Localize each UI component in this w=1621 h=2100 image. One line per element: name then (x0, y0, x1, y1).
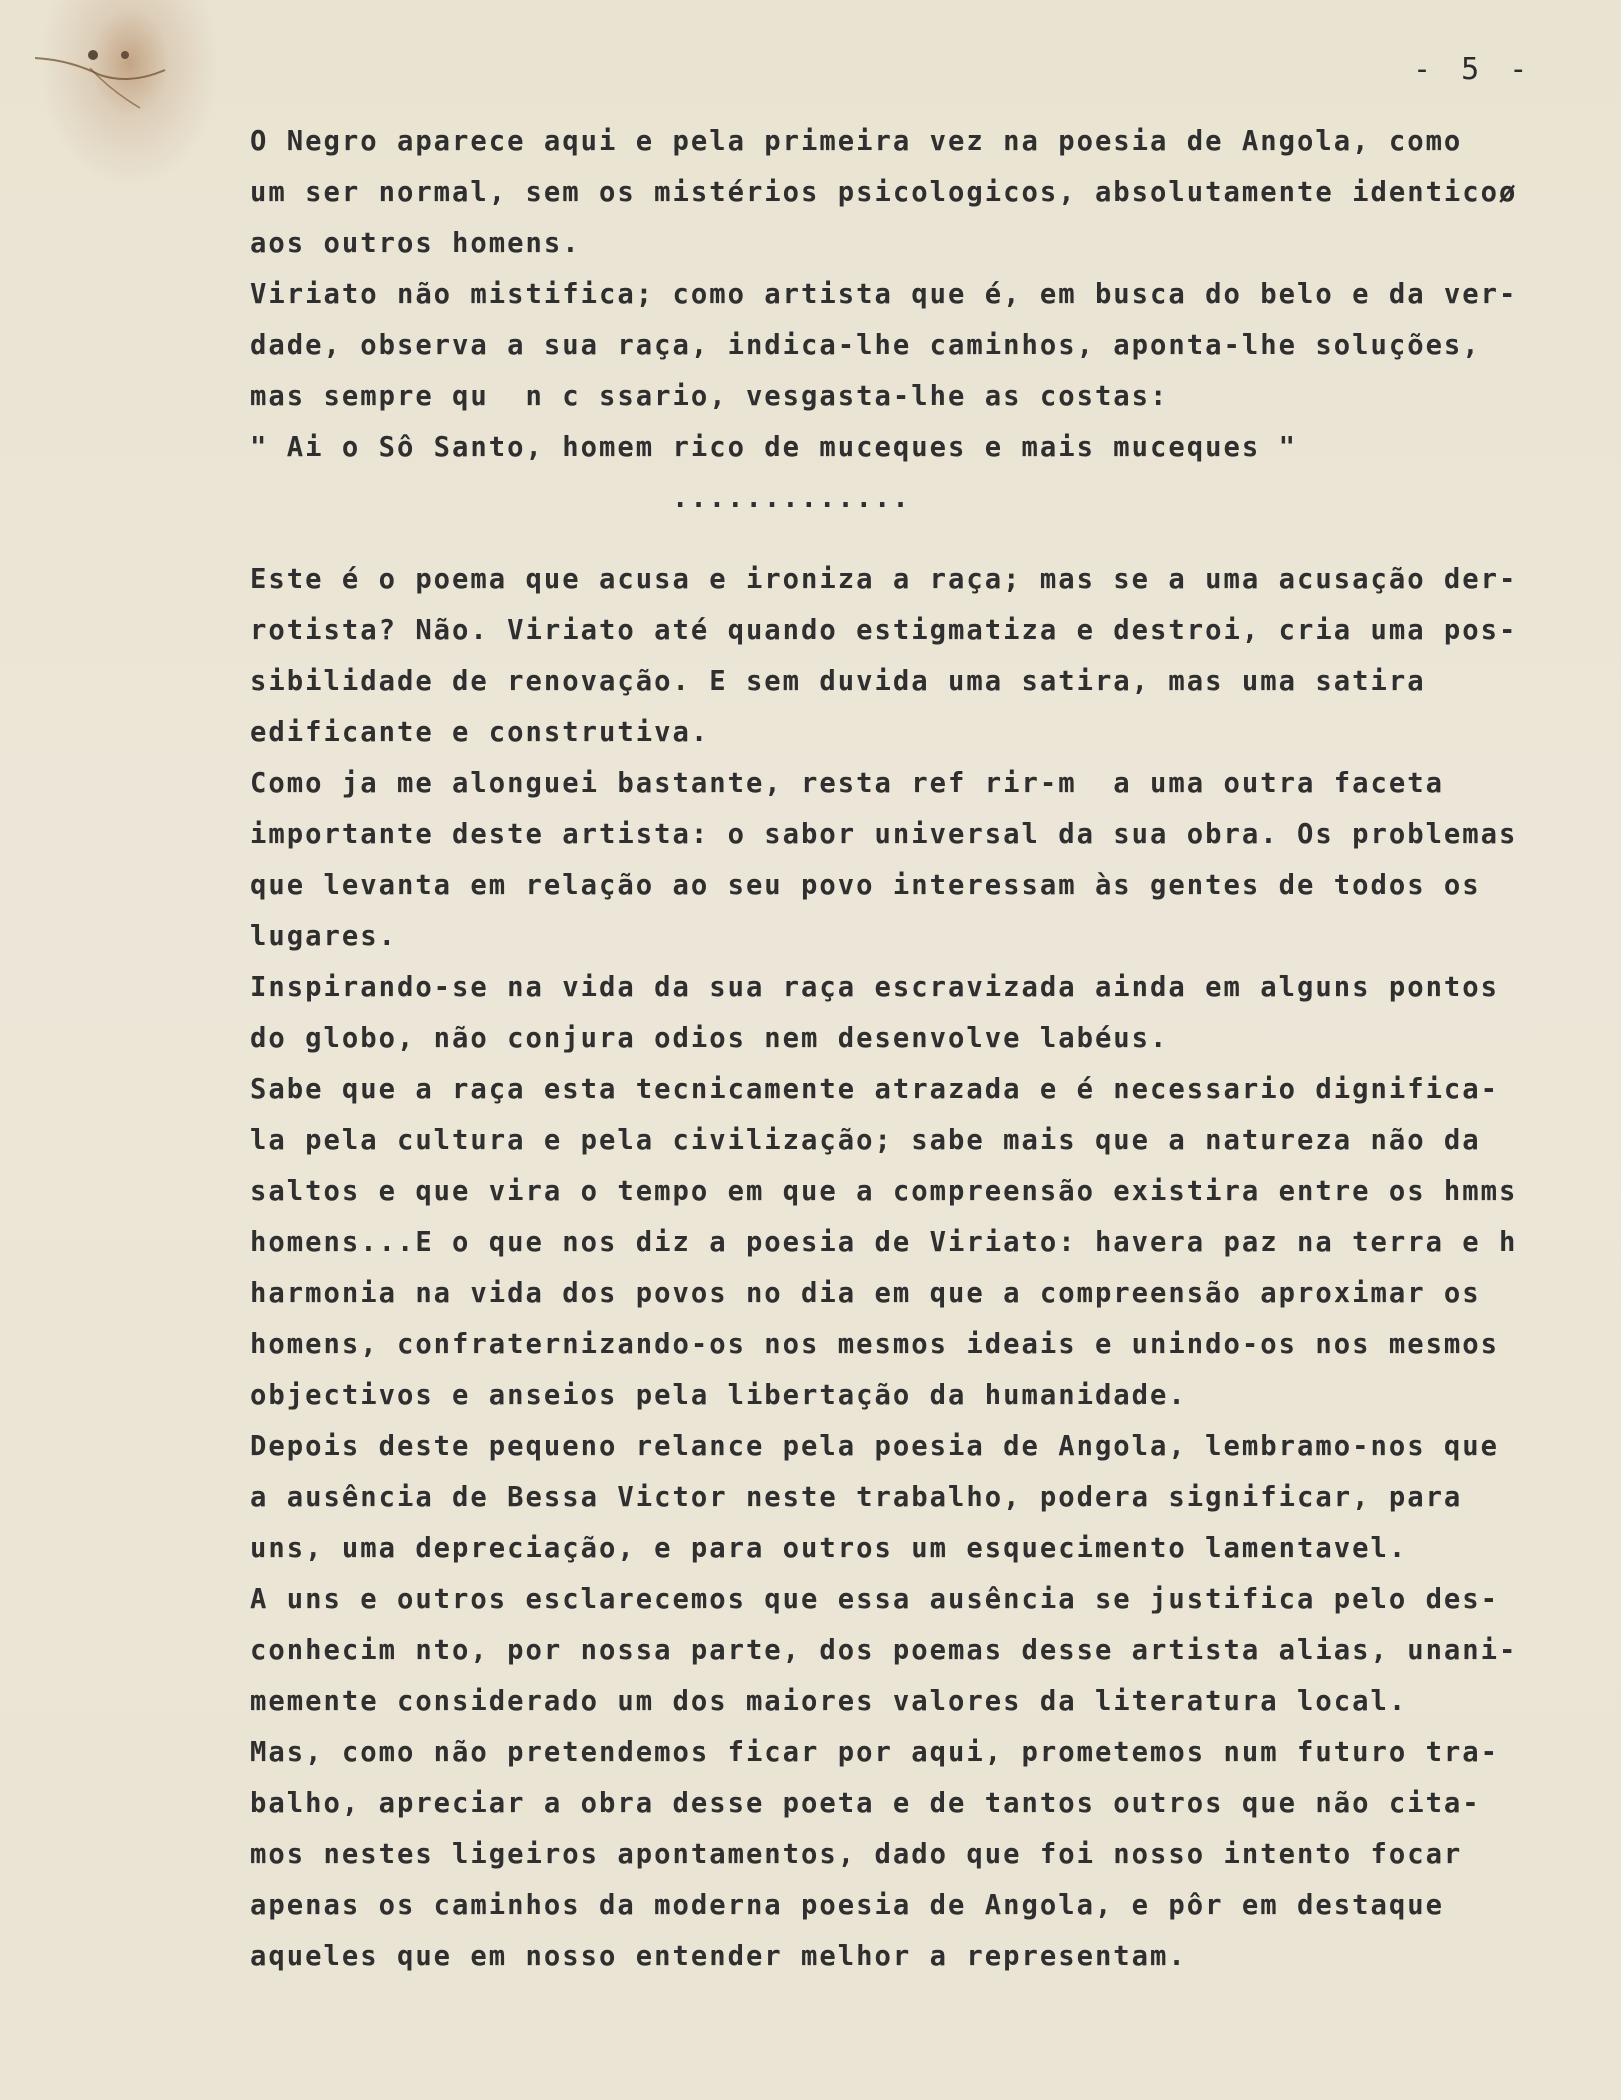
text-line: Como ja me alonguei bastante, resta ref rir-m a uma outra faceta (250, 768, 1444, 799)
text-line: homens...E o que nos diz a poesia de Viriato: havera paz na terra e h (250, 1227, 1518, 1258)
text-line: uns, uma depreciação, e para outros um esquecimento lamentavel. (250, 1533, 1408, 1564)
text-line: que levanta em relação ao seu povo interessam às gentes de todos os (250, 870, 1481, 901)
text-line: Sabe que a raça esta tecnicamente atrazada e é necessario dignifica- (250, 1074, 1500, 1105)
text-line: A uns e outros esclarecemos que essa ausência se justifica pelo des- (250, 1584, 1500, 1615)
text-line: edificante e construtiva. (250, 717, 710, 748)
text-line: homens, confraternizando-os nos mesmos ideais e unindo-os nos mesmos (250, 1329, 1500, 1360)
text-line: aos outros homens. (250, 228, 581, 259)
text-line: aqueles que em nosso entender melhor a representam. (250, 1941, 1187, 1972)
text-line: Depois deste pequeno relance pela poesia de Angola, lembramo-nos que (250, 1431, 1500, 1462)
body-text (250, 116, 1615, 1982)
text-line: memente considerado um dos maiores valores da literatura local. (250, 1686, 1408, 1717)
pin-hole-stain (30, 30, 170, 110)
text-line: Inspirando-se na vida da sua raça escravizada ainda em alguns pontos (250, 972, 1500, 1003)
quote-line: " Ai o Sô Santo, homem rico de muceques e mais muceques " (250, 432, 1297, 463)
text-line: mos nestes ligeiros apontamentos, dado que foi nosso intento focar (250, 1839, 1463, 1870)
page-number: - 5 - (1413, 52, 1534, 87)
text-line: balho, apreciar a obra desse poeta e de tantos outros que não cita- (250, 1788, 1481, 1819)
text-line: do globo, não conjura odios nem desenvolve labéus. (250, 1023, 1169, 1054)
text-line: objectivos e anseios pela libertação da humanidade. (250, 1380, 1187, 1411)
text-line: harmonia na vida dos povos no dia em que a compreensão aproximar os (250, 1278, 1481, 1309)
text-line: O Negro aparece aqui e pela primeira vez na poesia de Angola, como (250, 126, 1463, 157)
text-line: importante deste artista: o sabor universal da sua obra. Os problemas (250, 819, 1518, 850)
text-line: rotista? Não. Viriato até quando estigmatiza e destroi, cria uma pos- (250, 615, 1518, 646)
blank-gap (250, 524, 1615, 554)
text-line: conhecim nto, por nossa parte, dos poemas desse artista alias, unani- (250, 1635, 1518, 1666)
text-line: saltos e que vira o tempo em que a compreensão existira entre os hmms (250, 1176, 1518, 1207)
text-line: apenas os caminhos da moderna poesia de Angola, e pôr em destaque (250, 1890, 1444, 1921)
text-line: Viriato não mistifica; como artista que é, em busca do belo e da ver- (250, 279, 1518, 310)
text-line: um ser normal, sem os mistérios psicologicos, absolutamente identicoø (250, 177, 1518, 208)
text-line: la pela cultura e pela civilização; sabe mais que a natureza não da (250, 1125, 1481, 1156)
text-line: mas sempre qu n c ssario, vesgasta-lhe as costas: (250, 381, 1169, 412)
dotted-separator: ............. (672, 483, 911, 514)
text-line: a ausência de Bessa Victor neste trabalho, podera significar, para (250, 1482, 1463, 1513)
text-line: sibilidade de renovação. E sem duvida uma satira, mas uma satira (250, 666, 1426, 697)
text-line: lugares. (250, 921, 397, 952)
text-line: Este é o poema que acusa e ironiza a raça; mas se a uma acusação der- (250, 564, 1518, 595)
text-line: dade, observa a sua raça, indica-lhe caminhos, aponta-lhe soluções, (250, 330, 1481, 361)
text-line: Mas, como não pretendemos ficar por aqui, prometemos num futuro tra- (250, 1737, 1500, 1768)
